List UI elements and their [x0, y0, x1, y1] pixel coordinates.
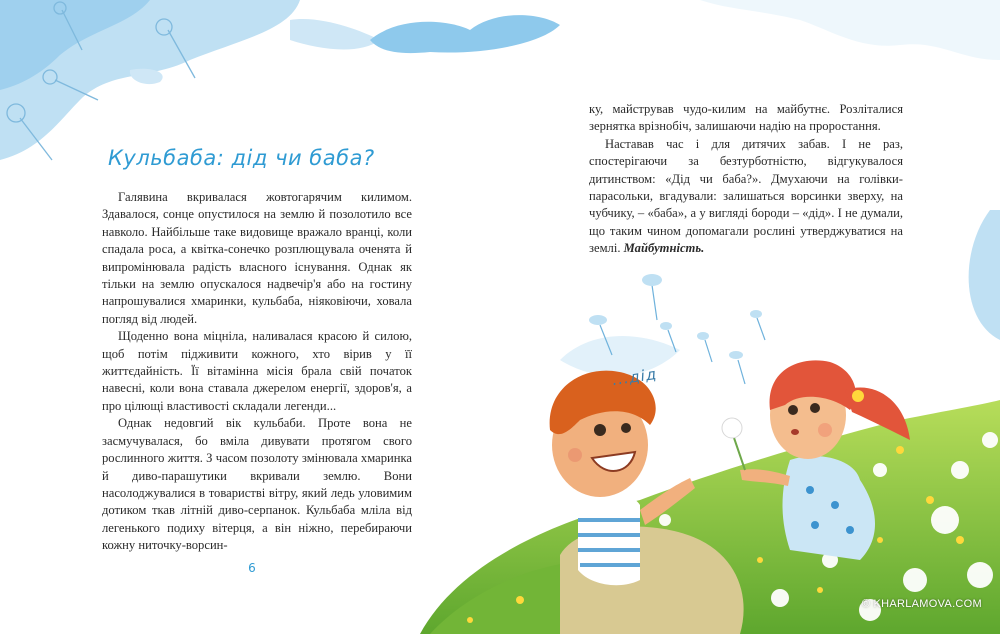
paragraph: Щоденно вона міцніла, наливалася красою й силою, щоб потім підживити кожного, хто вірив у її життєдайність. Її вітамінна місія брала свій початок навесні, коли вона ставала джерелом енергії, здоров'я, а про цілющі властивості складали легенди... — [102, 329, 412, 413]
right-page-text — [589, 101, 903, 258]
cloud-icon — [370, 0, 1000, 60]
paragraph: Однак недовгий вік кульбаби. Проте вона не засмучувалася, бо вміла дивувати протягом свого рослинного життя. З часом позолоту змінювала хмаринка й диво-парашутики вкривали землю. Вони насолоджувалися в товаристві вітру, який ледь уловимим дотиком ткав літній диво-серпанок. Кульбаба мліла від легенького подиху вітерця, а він ніжно, перебираючи кожну ниточку-ворсин- — [102, 416, 412, 553]
paragraph-text: Наставав час і для дитячих забав. І не раз, спостерігаючи за безтурботністю, відгукувалося дитинством: «Дід чи баба?». Дмухаючи на голівки-парасольки, вгадували: залишаться ворсинки зверху, на чубчику, – «баба», а у вигляді бороди – «дід». І не думали, що таким чином допомагали рослині утверджуватися на землі. — [589, 136, 903, 256]
page-number: 6 — [248, 561, 256, 575]
emphasis-text: Майбутність. — [623, 241, 705, 256]
watermark: © KHARLAMOVA.COM — [861, 598, 982, 610]
paragraph-continuation: ку, майстрував чудо-килим на майбутнє. Розліталися зернятка врізнобіч, залишаючи надію на проростання. — [589, 102, 903, 134]
paragraph: Галявина вкривалася жовтогарячим килимом. Здавалося, сонце опустилося на землю й позолотило все навколо. Найбільше таке видовище вражало вранці, коли спадала роса, а квітка-сонечко розплющувала оченята й випромінювала радість власного існування. Однак як тільки на землю опускалося надвечір'я або на гостину напрошувалися хмаринки, кульбаба, ніяковіючи, ховала погляд від людей. — [102, 190, 412, 326]
paragraph — [589, 136, 903, 258]
left-page-text — [102, 189, 412, 555]
speech-text: ...дід — [610, 364, 659, 390]
chapter-title: Кульбаба: дід чи баба? — [108, 146, 375, 170]
